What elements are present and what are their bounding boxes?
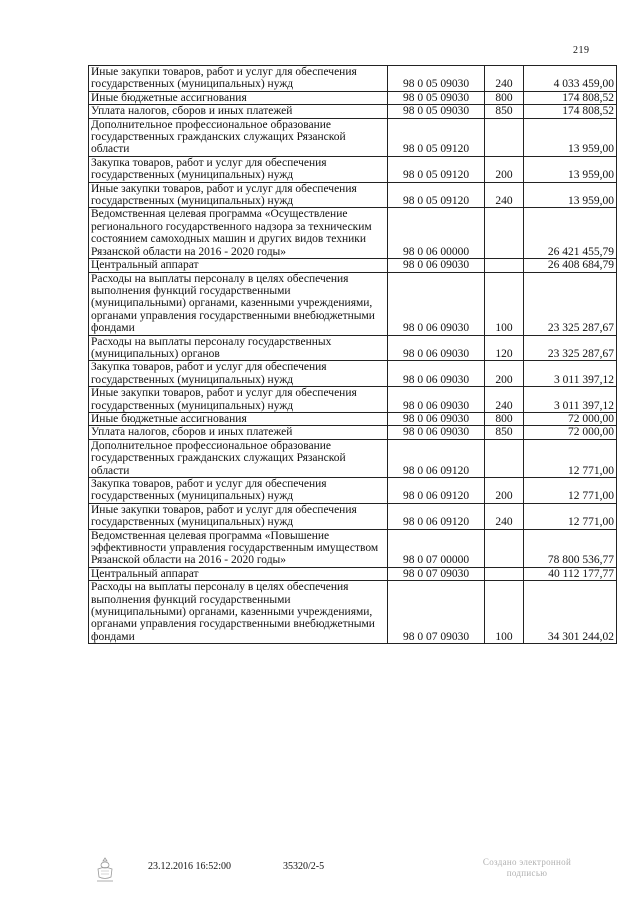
row-kind-cell: 800 bbox=[485, 412, 524, 425]
row-name-cell: Расходы на выплаты персоналу государственных (муниципальных) органов bbox=[89, 335, 388, 361]
table-row bbox=[89, 412, 617, 425]
row-name-cell: Центральный аппарат bbox=[89, 567, 388, 580]
row-code-cell: 98 0 06 09030 bbox=[388, 387, 485, 413]
row-amount-cell: 13 959,00 bbox=[524, 118, 617, 156]
table-row bbox=[89, 335, 617, 361]
row-name-cell: Иные закупки товаров, работ и услуг для обеспечения государственных (муниципальных) нужд bbox=[89, 503, 388, 529]
table-row bbox=[89, 478, 617, 504]
table-row bbox=[89, 66, 617, 92]
row-kind-cell bbox=[485, 567, 524, 580]
table-row bbox=[89, 156, 617, 182]
row-amount-cell: 174 808,52 bbox=[524, 91, 617, 104]
row-code-cell: 98 0 06 09030 bbox=[388, 272, 485, 335]
seal-icon bbox=[95, 857, 115, 886]
table-row bbox=[89, 567, 617, 580]
row-name-cell: Иные закупки товаров, работ и услуг для обеспечения государственных (муниципальных) нужд bbox=[89, 387, 388, 413]
row-kind-cell: 240 bbox=[485, 66, 524, 92]
row-code-cell: 98 0 05 09030 bbox=[388, 105, 485, 118]
table-row bbox=[89, 529, 617, 567]
row-name-cell: Закупка товаров, работ и услуг для обеспечения государственных (муниципальных) нужд bbox=[89, 478, 388, 504]
footer-datetime: 23.12.2016 16:52:00 bbox=[148, 861, 232, 872]
row-code-cell: 98 0 06 00000 bbox=[388, 208, 485, 259]
row-name-cell: Ведомственная целевая программа «Осуществление регионального государственного надзора за техническим состоянием самоходных машин и других видов техники Рязанской области на 2016 - 2020 годы» bbox=[89, 208, 388, 259]
row-kind-cell: 200 bbox=[485, 361, 524, 387]
row-code-cell: 98 0 06 09030 bbox=[388, 412, 485, 425]
row-code-cell: 98 0 05 09120 bbox=[388, 156, 485, 182]
row-code-cell: 98 0 06 09120 bbox=[388, 503, 485, 529]
row-code-cell: 98 0 06 09030 bbox=[388, 335, 485, 361]
row-code-cell: 98 0 07 00000 bbox=[388, 529, 485, 567]
stamp-line-1: Создано электронной bbox=[482, 857, 572, 867]
row-amount-cell: 23 325 287,67 bbox=[524, 272, 617, 335]
table-row bbox=[89, 182, 617, 208]
row-code-cell: 98 0 06 09030 bbox=[388, 426, 485, 439]
table-row bbox=[89, 361, 617, 387]
row-amount-cell: 23 325 287,67 bbox=[524, 335, 617, 361]
row-name-cell: Дополнительное профессиональное образование государственных гражданских служащих Рязанской области bbox=[89, 439, 388, 477]
row-name-cell: Иные закупки товаров, работ и услуг для обеспечения государственных (муниципальных) нужд bbox=[89, 182, 388, 208]
row-name-cell: Иные закупки товаров, работ и услуг для обеспечения государственных (муниципальных) нужд bbox=[89, 66, 388, 92]
page-number: 219 bbox=[573, 45, 590, 56]
table-row bbox=[89, 105, 617, 118]
row-code-cell: 98 0 05 09030 bbox=[388, 91, 485, 104]
row-kind-cell: 850 bbox=[485, 426, 524, 439]
row-kind-cell: 100 bbox=[485, 272, 524, 335]
table-row bbox=[89, 272, 617, 335]
row-amount-cell: 13 959,00 bbox=[524, 156, 617, 182]
row-kind-cell bbox=[485, 439, 524, 477]
row-amount-cell: 26 421 455,79 bbox=[524, 208, 617, 259]
row-amount-cell: 78 800 536,77 bbox=[524, 529, 617, 567]
row-kind-cell bbox=[485, 529, 524, 567]
row-name-cell: Ведомственная целевая программа «Повышение эффективности управления государственным имуществом Рязанской области на 2016 - 2020 годы» bbox=[89, 529, 388, 567]
stamp-line-2: подписью bbox=[506, 868, 548, 878]
table-row bbox=[89, 208, 617, 259]
row-kind-cell: 100 bbox=[485, 581, 524, 644]
row-name-cell: Закупка товаров, работ и услуг для обеспечения государственных (муниципальных) нужд bbox=[89, 361, 388, 387]
table-row bbox=[89, 118, 617, 156]
row-amount-cell: 3 011 397,12 bbox=[524, 361, 617, 387]
row-kind-cell bbox=[485, 259, 524, 272]
row-kind-cell: 240 bbox=[485, 387, 524, 413]
table-row bbox=[89, 426, 617, 439]
row-kind-cell bbox=[485, 118, 524, 156]
row-name-cell: Расходы на выплаты персоналу в целях обеспечения выполнения функций государственными (муниципальными) органами, казенными учреждениями, органами управления государственными внебюджетными фондами bbox=[89, 272, 388, 335]
row-amount-cell: 13 959,00 bbox=[524, 182, 617, 208]
row-name-cell: Расходы на выплаты персоналу в целях обеспечения выполнения функций государственными (муниципальными) органами, казенными учреждениями, органами управления государственными внебюджетными фондами bbox=[89, 581, 388, 644]
signature-stamp bbox=[452, 857, 602, 879]
table-row bbox=[89, 503, 617, 529]
row-amount-cell: 12 771,00 bbox=[524, 503, 617, 529]
row-amount-cell: 4 033 459,00 bbox=[524, 66, 617, 92]
row-amount-cell: 12 771,00 bbox=[524, 439, 617, 477]
row-name-cell: Иные бюджетные ассигнования bbox=[89, 91, 388, 104]
table-row bbox=[89, 439, 617, 477]
row-code-cell: 98 0 07 09030 bbox=[388, 581, 485, 644]
row-amount-cell: 72 000,00 bbox=[524, 412, 617, 425]
row-code-cell: 98 0 07 09030 bbox=[388, 567, 485, 580]
row-amount-cell: 174 808,52 bbox=[524, 105, 617, 118]
table-row bbox=[89, 259, 617, 272]
table-row bbox=[89, 91, 617, 104]
row-code-cell: 98 0 05 09120 bbox=[388, 182, 485, 208]
row-amount-cell: 12 771,00 bbox=[524, 478, 617, 504]
row-code-cell: 98 0 06 09120 bbox=[388, 439, 485, 477]
row-kind-cell: 240 bbox=[485, 503, 524, 529]
row-kind-cell: 200 bbox=[485, 156, 524, 182]
row-code-cell: 98 0 05 09030 bbox=[388, 66, 485, 92]
row-code-cell: 98 0 06 09120 bbox=[388, 478, 485, 504]
row-code-cell: 98 0 06 09030 bbox=[388, 361, 485, 387]
row-name-cell: Уплата налогов, сборов и иных платежей bbox=[89, 426, 388, 439]
row-kind-cell: 800 bbox=[485, 91, 524, 104]
row-amount-cell: 40 112 177,77 bbox=[524, 567, 617, 580]
budget-table bbox=[88, 65, 617, 644]
footer bbox=[0, 857, 640, 887]
row-amount-cell: 26 408 684,79 bbox=[524, 259, 617, 272]
row-kind-cell bbox=[485, 208, 524, 259]
table-row bbox=[89, 387, 617, 413]
row-amount-cell: 3 011 397,12 bbox=[524, 387, 617, 413]
budget-table-body bbox=[89, 66, 617, 644]
row-name-cell: Центральный аппарат bbox=[89, 259, 388, 272]
table-row bbox=[89, 581, 617, 644]
row-name-cell: Дополнительное профессиональное образование государственных гражданских служащих Рязанской области bbox=[89, 118, 388, 156]
row-amount-cell: 72 000,00 bbox=[524, 426, 617, 439]
row-code-cell: 98 0 06 09030 bbox=[388, 259, 485, 272]
row-kind-cell: 240 bbox=[485, 182, 524, 208]
row-amount-cell: 34 301 244,02 bbox=[524, 581, 617, 644]
row-kind-cell: 850 bbox=[485, 105, 524, 118]
row-name-cell: Иные бюджетные ассигнования bbox=[89, 412, 388, 425]
row-kind-cell: 120 bbox=[485, 335, 524, 361]
row-kind-cell: 200 bbox=[485, 478, 524, 504]
footer-doc-number: 35320/2-5 bbox=[283, 861, 325, 872]
row-name-cell: Уплата налогов, сборов и иных платежей bbox=[89, 105, 388, 118]
row-code-cell: 98 0 05 09120 bbox=[388, 118, 485, 156]
row-name-cell: Закупка товаров, работ и услуг для обеспечения государственных (муниципальных) нужд bbox=[89, 156, 388, 182]
